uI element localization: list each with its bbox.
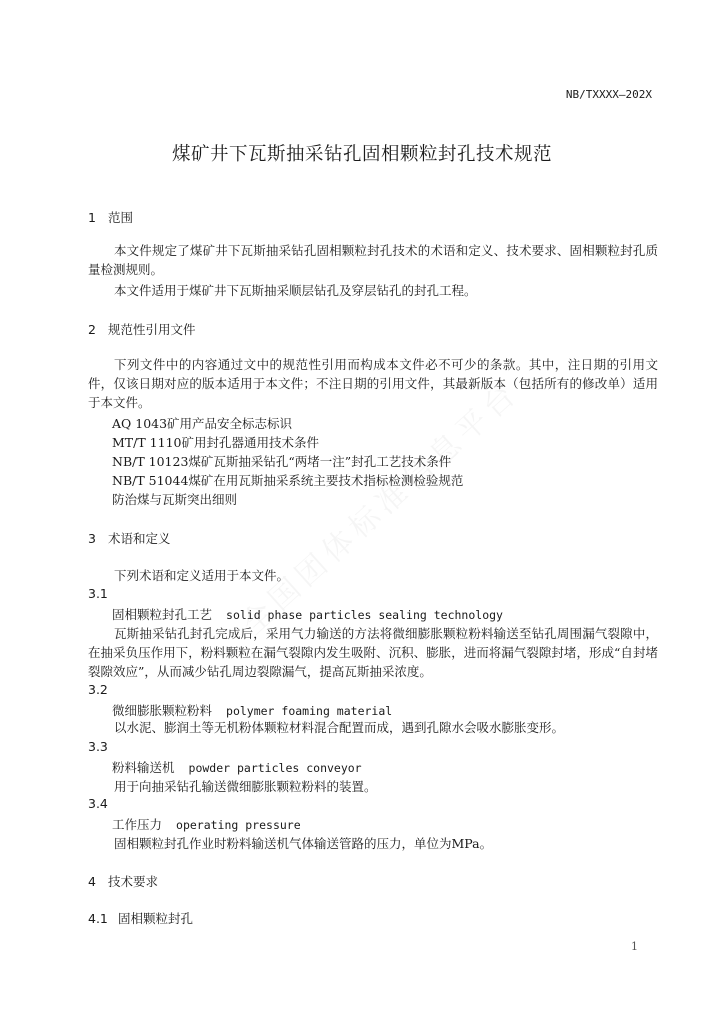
term-number: 3.2 <box>88 682 108 697</box>
term-name-cn: 工作压力 <box>112 817 163 832</box>
term-definition: 瓦斯抽采钻孔封孔完成后，采用气力输送的方法将微细膨胀颗粒粉料输送至钻孔周围漏气裂隙中，在抽采负压作用下，粉料颗粒在漏气裂隙内发生吸附、沉积、膨胀，进而将漏气裂隙封堵，形成“自封堵裂隙效应”，从而减少钻孔周边裂隙漏气，提高瓦斯抽采浓度。 <box>88 626 658 679</box>
subsection-title: 固相颗粒封孔 <box>118 911 194 926</box>
term-heading <box>112 701 682 719</box>
section-title: 技术要求 <box>108 874 159 889</box>
term-definition: 固相颗粒封孔作业时粉料输送机气体输送管路的压力，单位为MPa。 <box>114 836 493 851</box>
reference-item: AQ 1043矿用产品安全标志标识 <box>112 416 293 431</box>
term-name-cn: 粉料输送机 <box>112 760 175 775</box>
document-code: NB/TXXXX—202X <box>565 88 652 101</box>
section-number: 4 <box>88 874 96 889</box>
document-title: 煤矿井下瓦斯抽采钻孔固相颗粒封孔技术规范 <box>171 144 552 165</box>
section-title: 规范性引用文件 <box>108 322 196 337</box>
section-2-heading <box>88 320 658 338</box>
section-4-heading <box>88 872 658 890</box>
section-number: 1 <box>88 210 96 225</box>
term-name-en: operating pressure <box>176 818 301 832</box>
reference-item: NB/T 10123煤矿瓦斯抽采钻孔“两堵一注”封孔工艺技术条件 <box>112 454 452 469</box>
term-heading <box>112 758 682 776</box>
section-number: 2 <box>88 322 96 337</box>
term-definition: 以水泥、膨润土等无机粉体颗粒材料混合配置而成，遇到孔隙水会吸水膨胀变形。 <box>114 720 565 735</box>
section-1-heading <box>88 208 658 226</box>
term-name-en: solid phase particles sealing technology <box>226 608 503 622</box>
term-number: 3.3 <box>88 739 108 754</box>
term-heading <box>112 815 682 833</box>
subsection-number: 4.1 <box>88 911 108 926</box>
section-title: 范围 <box>108 210 134 225</box>
term-heading <box>112 605 682 623</box>
term-name-en: powder particles conveyor <box>188 761 362 775</box>
reference-item: NB/T 51044煤矿在用瓦斯抽采系统主要技术指标检测检验规范 <box>112 473 464 488</box>
reference-item: 防治煤与瓦斯突出细则 <box>112 492 238 507</box>
subsection-4-1-heading <box>88 909 658 927</box>
term-name-cn: 微细膨胀颗粒粉料 <box>112 703 213 718</box>
term-number: 3.4 <box>88 796 108 811</box>
term-name-cn: 固相颗粒封孔工艺 <box>112 607 213 622</box>
section-title: 术语和定义 <box>108 531 171 546</box>
section-number: 3 <box>88 531 96 546</box>
section-1-paragraph-2: 本文件适用于煤矿井下瓦斯抽采顺层钻孔及穿层钻孔的封孔工程。 <box>114 283 477 298</box>
term-name-en: polymer foaming material <box>226 704 393 718</box>
page-number: 1 <box>631 940 638 953</box>
section-2-paragraph-1: 下列文件中的内容通过文中的规范性引用而构成本文件必不可少的条款。其中，注日期的引用文件，仅该日期对应的版本适用于本文件；不注日期的引用文件，其最新版本（包括所有的修改单）适用于本文件。 <box>88 357 658 410</box>
section-1-paragraph-1: 本文件规定了煤矿井下瓦斯抽采钻孔固相颗粒封孔技术的术语和定义、技术要求、固相颗粒封孔质量检测规则。 <box>88 243 658 277</box>
term-number: 3.1 <box>88 586 108 601</box>
reference-item: MT/T 1110矿用封孔器通用技术条件 <box>112 435 319 450</box>
section-3-heading <box>88 529 658 547</box>
section-3-intro: 下列术语和定义适用于本文件。 <box>114 568 290 583</box>
term-definition: 用于向抽采钻孔输送微细膨胀颗粒粉料的装置。 <box>114 779 377 794</box>
